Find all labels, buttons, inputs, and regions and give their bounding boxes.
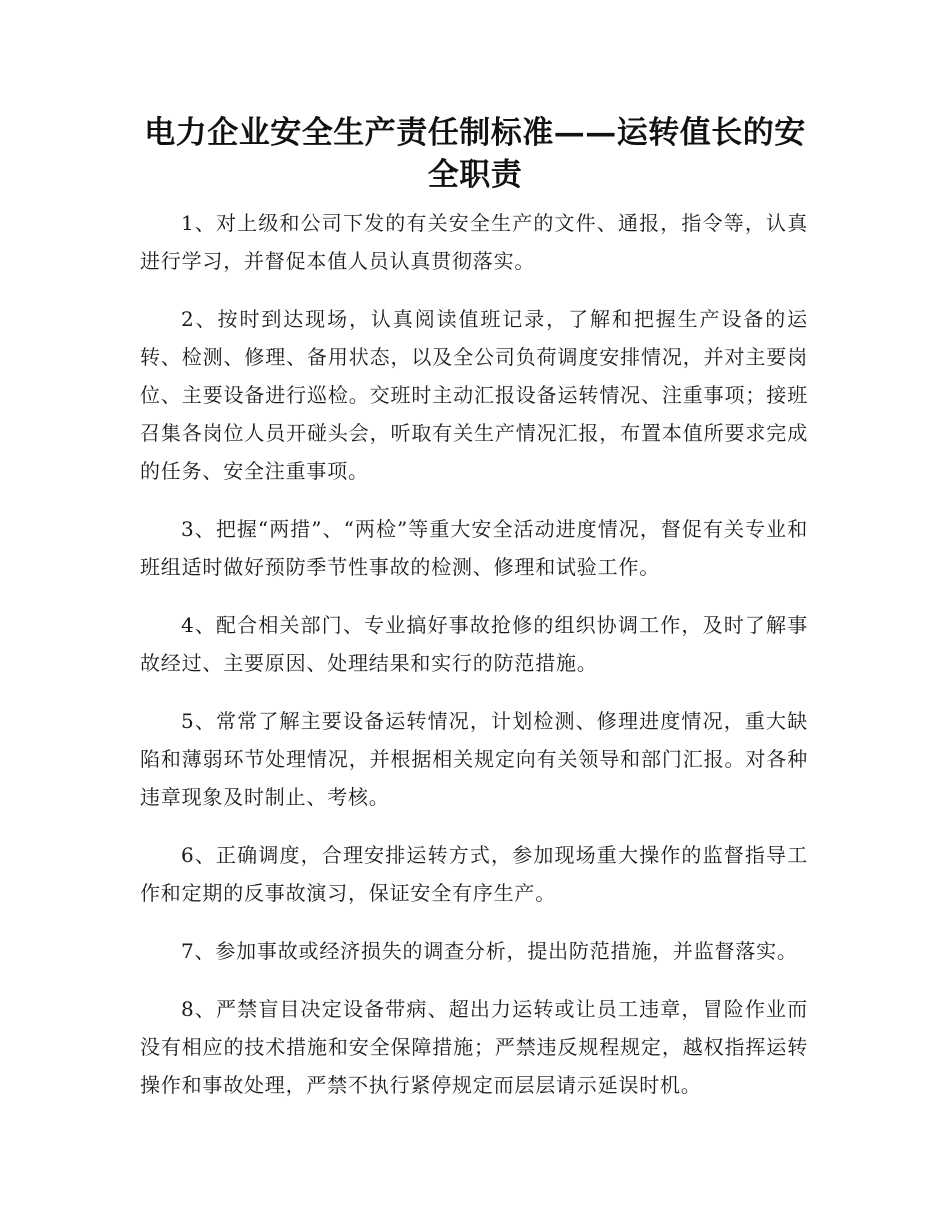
paragraph-6: 6、正确调度，合理安排运转方式，参加现场重大操作的监督指导工作和定期的反事故演习，保证安全有序生产。 [140, 843, 808, 905]
document-title: 电力企业安全生产责任制标准——运转值长的安全职责 [144, 115, 806, 193]
paragraph-8: 8、严禁盲目决定设备带病、超出力运转或让员工违章，冒险作业而没有相应的技术措施和安全保障措施；严禁违反规程规定，越权指挥运转操作和事故处理，严禁不执行紧停规定而层层请示延误时机。 [140, 997, 808, 1097]
paragraph-3: 3、把握“两措”、“两检”等重大安全活动进度情况，督促有关专业和班组适时做好预防季节性事故的检测、修理和试验工作。 [140, 517, 808, 579]
paragraph-1: 1、对上级和公司下发的有关安全生产的文件、通报，指令等，认真进行学习，并督促本值人员认真贯彻落实。 [140, 211, 808, 273]
paragraph-4: 4、配合相关部门、专业搞好事故抢修的组织协调工作，及时了解事故经过、主要原因、处理结果和实行的防范措施。 [140, 613, 808, 675]
paragraph-7: 7、参加事故或经济损失的调查分析，提出防范措施，并监督落实。 [181, 939, 798, 963]
paragraph-5: 5、常常了解主要设备运转情况，计划检测、修理进度情况，重大缺陷和薄弱环节处理情况，并根据相关规定向有关领导和部门汇报。对各种违章现象及时制止、考核。 [140, 709, 808, 809]
paragraph-2: 2、按时到达现场，认真阅读值班记录，了解和把握生产设备的运转、检测、修理、备用状态，以及全公司负荷调度安排情况，并对主要岗位、主要设备进行巡检。交班时主动汇报设备运转情况、注重事项；接班召集各岗位人员开碰头会，听取有关生产情况汇报，布置本值所要求完成的任务、安全注重事项。 [140, 307, 808, 483]
document-body [140, 204, 808, 1124]
